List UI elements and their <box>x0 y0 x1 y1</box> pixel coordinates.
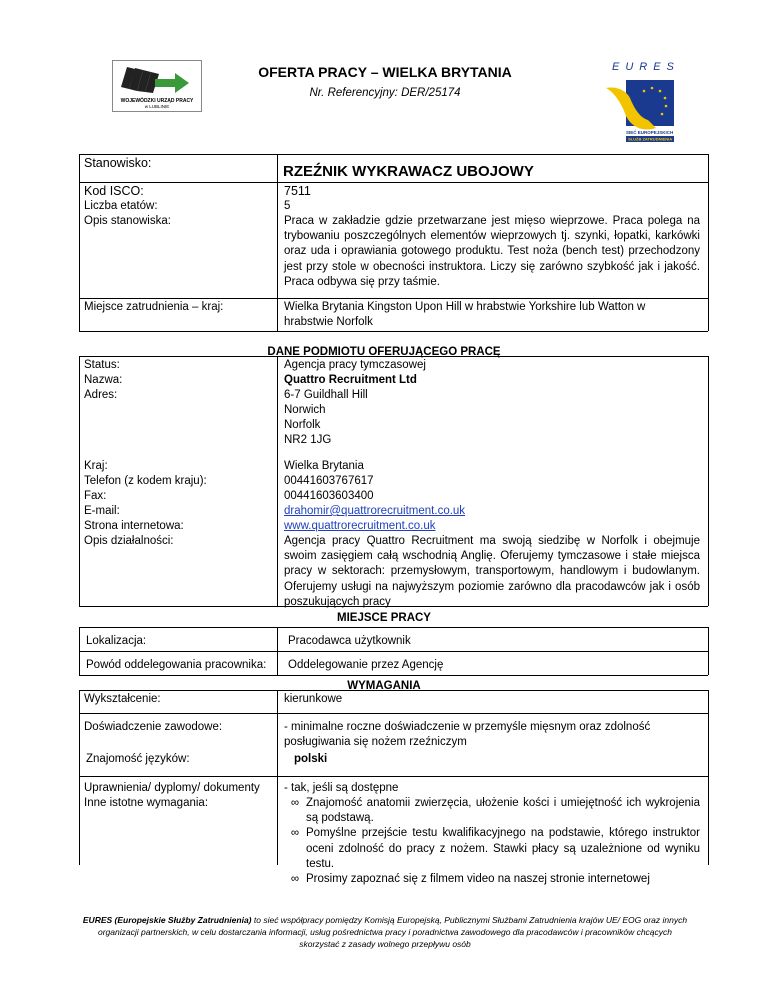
etaty-label: Liczba etatów: <box>84 200 158 212</box>
nazwa-value: Quattro Recruitment Ltd <box>284 374 417 386</box>
inne-list <box>284 796 700 886</box>
eures-sub-1: SIEĆ EUROPEJSKICH <box>626 130 674 135</box>
nazwa-label: Nazwa: <box>84 374 123 386</box>
list-item: ∞ Znajomość anatomii zwierzęcia, ułożenie kości i umiejętność ich wykrojenia są podstawą. <box>284 796 700 826</box>
svg-text:EURES: EURES <box>612 61 680 73</box>
email-label: E-mail: <box>84 505 120 517</box>
wyksztalcenie-value: kierunkowe <box>284 693 343 705</box>
doswiadczenie-value: - minimalne roczne doświadczenie w przemyśle mięsnym oraz zdolność posługiwania się nożem rzeźniczym <box>284 721 651 749</box>
adres-line-4: NR2 1JG <box>284 434 332 446</box>
bullet-icon: ∞ <box>290 873 300 886</box>
footer-note <box>80 914 690 950</box>
miejsce-value: Wielka Brytania Kingston Upon Hill w hrabstwie Yorkshire lub Watton w hrabstwie Norfolk <box>284 301 646 329</box>
jezyki-value: polski <box>294 753 328 765</box>
reference-number: Nr. Referencyjny: DER/25174 <box>309 87 461 99</box>
bullet-icon: ∞ <box>290 797 300 809</box>
adres-line-1: 6-7 Guildhall Hill <box>284 389 368 401</box>
opis-dzialalnosci-value: Agencja pracy Quattro Recruitment ma swoją siedzibę w Norfolk i obejmuje swoim zasięgiem całą wschodnią Anglię. Oferujemy tymczasowe i stałe miejsca pracy w sektorach: przemysłowym, transportowym, handlowym i budowlanym. Oferujemy usługi na najwyższym poziomie zarówno dla pracodawców jak i osób poszukujących pracy <box>284 535 700 608</box>
wyksztalcenie-label: Wykształcenie: <box>84 693 161 705</box>
adres-label: Adres: <box>84 389 118 401</box>
requirements-heading: WYMAGANIA <box>347 680 421 692</box>
opis-dzialalnosci-label: Opis działalności: <box>84 535 174 547</box>
wup-logo-label: WOJEWÓDZKI URZĄD PRACY <box>120 98 194 104</box>
footer-bold: EURES (Europejskie Służby Zatrudnienia) <box>82 915 252 925</box>
isco-value: 7511 <box>284 184 311 198</box>
status-label: Status: <box>84 359 120 371</box>
fax-label: Fax: <box>84 490 107 502</box>
lokalizacja-value: Pracodawca użytkownik <box>288 635 411 647</box>
miejsce-label: Miejsce zatrudnienia – kraj: <box>84 301 224 313</box>
telefon-value: 00441603767617 <box>284 475 374 487</box>
kraj-label: Kraj: <box>84 460 108 472</box>
website-link[interactable]: www.quattrorecruitment.co.uk <box>284 520 436 532</box>
uprawnienia-label: Uprawnienia/ dyplomy/ dokumenty <box>84 782 260 794</box>
powod-value: Oddelegowanie przez Agencję <box>288 659 444 671</box>
jezyki-label: Znajomość języków: <box>86 753 190 765</box>
doswiadczenie-label: Doświadczenie zawodowe: <box>84 721 223 733</box>
page-title: OFERTA PRACY – WIELKA BRYTANIA <box>258 64 512 80</box>
stanowisko-label: Stanowisko: <box>84 156 152 170</box>
opis-stanowiska-label: Opis stanowiska: <box>84 215 171 227</box>
kraj-value: Wielka Brytania <box>284 460 364 472</box>
bullet-icon: ∞ <box>290 827 300 840</box>
employer-heading: DANE PODMIOTU OFERUJĄCEGO PRACĘ <box>267 346 501 358</box>
lokalizacja-label: Lokalizacja: <box>86 635 147 647</box>
adres-line-2: Norwich <box>284 404 326 416</box>
uprawnienia-value: - tak, jeśli są dostępne <box>284 782 399 794</box>
list-item: ∞ Pomyślne przejście testu kwalifikacyjnego na podstawie, którego instruktor oceni zdolność do pracy z nożem. Stawki płacy są uzależnione od wyniku testu. <box>284 826 700 872</box>
eures-logo <box>604 58 684 142</box>
inne-label: Inne istotne wymagania: <box>84 797 209 809</box>
footer-text: to sieć współpracy pomiędzy Komisją Europejską, Publicznymi Służbami Zatrudnienia krajów UE/ EOG oraz innych organizacji partnerskich, w celu dostarczania informacji, usług pośrednictwa pracy i poradnictwa zawodowego dla pracodawców i pracowników chcących skorzystać z zasady wolnego przepływu osób <box>97 915 688 949</box>
workplace-heading: MIEJSCE PRACY <box>337 612 431 624</box>
fax-value: 00441603603400 <box>284 490 374 502</box>
eures-logo-graphic <box>604 58 684 142</box>
stanowisko-value: RZEŹNIK WYKRAWACZ UBOJOWY <box>283 163 534 180</box>
status-value: Agencja pracy tymczasowej <box>284 359 426 371</box>
isco-label: Kod ISCO: <box>84 184 144 198</box>
www-label: Strona internetowa: <box>84 520 184 532</box>
wup-logo-graphic <box>113 61 201 99</box>
email-link[interactable]: drahomir@quattrorecruitment.co.uk <box>284 505 466 517</box>
etaty-value: 5 <box>284 200 291 212</box>
eures-sub-2: SŁUŻB ZATRUDNIENIA <box>628 136 673 142</box>
powod-label: Powód oddelegowania pracownika: <box>86 659 267 671</box>
telefon-label: Telefon (z kodem kraju): <box>84 475 207 487</box>
list-item: ∞ Prosimy zapoznać się z filmem video na naszej stronie internetowej <box>284 872 700 887</box>
wup-logo <box>112 60 202 112</box>
wup-logo-sublabel: w LUBLINIE <box>144 104 170 109</box>
opis-stanowiska-value: Praca w zakładzie gdzie przetwarzane jest mięso wieprzowe. Praca polega na trybowaniu poszczególnych elementów wieprzowych tj. szynki, łopatki, karkówki oraz uda i oprawiania gotowego produktu. Test noża (bench test) przechodzony jest przy stole w obecności instruktora. Liczy się zarówno szybkość jak i jakość. Praca odbywa się przy taśmie. <box>284 215 700 288</box>
adres-line-3: Norfolk <box>284 419 321 431</box>
